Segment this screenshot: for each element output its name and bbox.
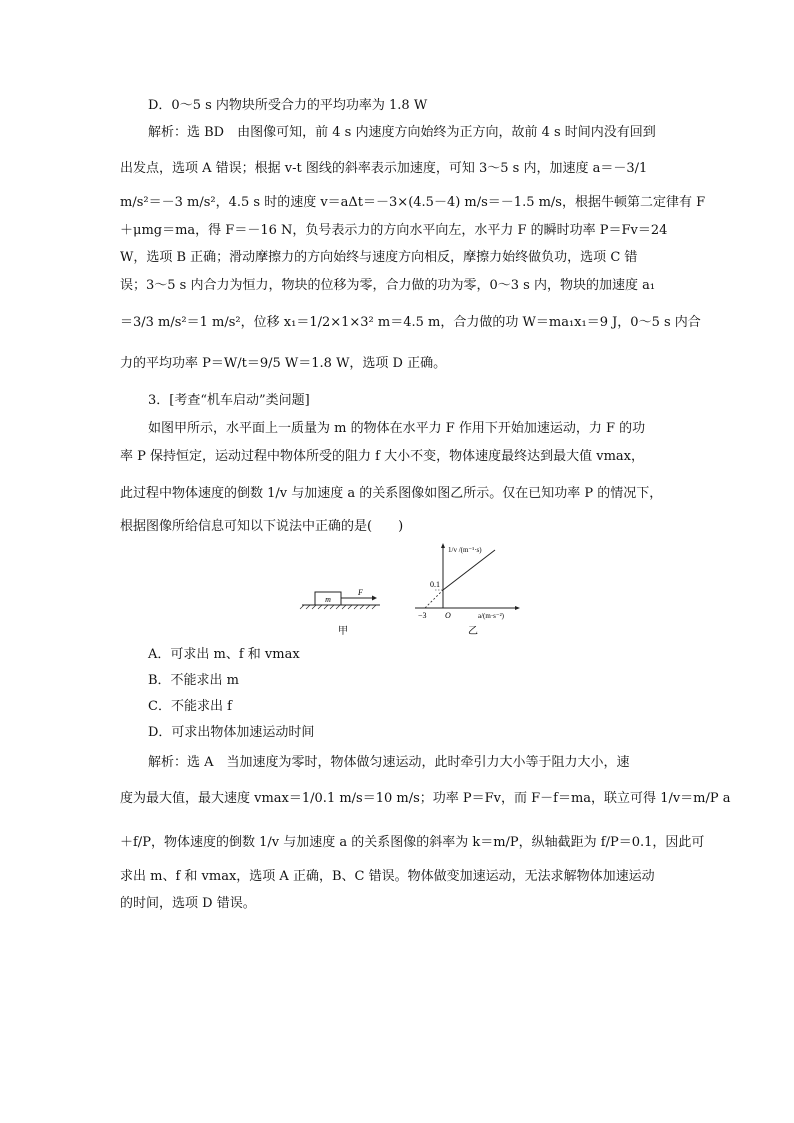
extension-line [425, 590, 443, 608]
y-axis-arrow [441, 543, 445, 548]
q2-analysis-line-2: 出发点，选项 A 错误；根据 v-t 图线的斜率表示加速度，可知 3～5 s 内，加速度 a＝－3/1 [120, 161, 648, 176]
q2-analysis-line-1: 解析：选 BD 由图像可知，前 4 s 内速度方向始终为正方向，故前 4 s 时间内没有回到 [148, 125, 656, 140]
x-axis-arrow [515, 606, 520, 610]
force-label: F [358, 588, 363, 597]
block-label: m [325, 595, 331, 604]
q3-figure [290, 540, 530, 640]
q2-analysis-line-7: ＝3/3 m/s²＝1 m/s²，位移 x₁＝1/2×1×3² m＝4.5 m，合力做的功 W＝ma₁x₁＝9 J，0～5 s 内合 [120, 315, 701, 330]
q2-analysis-line-4: ＋μmg＝ma，得 F＝－16 N，负号表示力的方向水平向左，水平力 F 的瞬时功率 P＝Fv＝24 [120, 223, 668, 238]
q3-analysis-line-3: ＋f/P，物体速度的倒数 1/v 与加速度 a 的关系图像的斜率为 k＝m/P，纵轴截距为 f/P＝0.1，因此可 [120, 835, 705, 850]
q3-stem-line-1: 如图甲所示，水平面上一质量为 m 的物体在水平力 F 作用下开始加速运动，力 F 的功 [148, 421, 646, 436]
ground-hatch [300, 605, 376, 609]
jia-label: 甲 [338, 626, 348, 637]
q2-analysis-line-6: 误；3～5 s 内合力为恒力，物块的位移为零，合力做的功为零，0～3 s 内，物块的加速度 a₁ [120, 278, 656, 293]
q3-option-b: B．不能求出 m [148, 673, 240, 688]
q3-analysis-line-5: 的时间，选项 D 错误。 [120, 896, 256, 911]
q3-option-c: C．不能求出 f [148, 699, 232, 714]
q3-stem-line-4: 根据图像所给信息可知以下说法中正确的是( ) [120, 519, 404, 534]
q3-figure-svg [290, 540, 530, 640]
q3-analysis-line-4: 求出 m、f 和 vmax，选项 A 正确，B、C 错误。物体做变加速运动，无法求解物体加速运动 [120, 869, 655, 884]
graph-line [443, 550, 495, 590]
q3-option-d: D．可求出物体加速运动时间 [148, 725, 315, 740]
x-intercept-label: −3 [418, 611, 427, 620]
q3-analysis-line-2: 度为最大值，最大速度 vmax＝1/0.1 m/s＝10 m/s；功率 P＝Fv，而 F－f＝ma，联立可得 1/v＝m/P a [120, 791, 731, 806]
origin-label: O [445, 611, 451, 620]
q2-analysis-line-5: W，选项 B 正确；滑动摩擦力的方向始终与速度方向相反，摩擦力始终做负功，选项 C 错 [120, 250, 638, 265]
q3-analysis-line-1: 解析：选 A 当加速度为零时，物体做匀速运动，此时牵引力大小等于阻力大小，速 [148, 755, 630, 770]
y-intercept-label: 0.1 [430, 580, 440, 589]
q3-stem-line-3: 此过程中物体速度的倒数 1/v 与加速度 a 的关系图像如图乙所示。仅在已知功率 P 的情况下， [120, 486, 663, 501]
yi-label: 乙 [468, 626, 478, 637]
q2-option-d: D．0～5 s 内物块所受合力的平均功率为 1.8 W [148, 98, 428, 113]
q2-analysis-line-8: 力的平均功率 P＝W/t＝9/5 W＝1.8 W，选项 D 正确。 [120, 356, 447, 371]
q3-title: 3．[考查“机车启动”类问题] [148, 393, 310, 408]
figure-jia [300, 592, 380, 609]
force-arrow-head [372, 596, 377, 601]
y-axis-label: 1/v /(m⁻¹·s) [448, 546, 482, 554]
q3-stem-line-2: 率 P 保持恒定，运动过程中物体所受的阻力 f 大小不变，物体速度最终达到最大值 vmax， [120, 449, 644, 464]
q3-option-a: A．可求出 m、f 和 vmax [148, 647, 300, 662]
x-axis-label: a/(m·s⁻²) [478, 612, 505, 620]
q2-analysis-line-3: m/s²＝－3 m/s²，4.5 s 时的速度 v＝aΔt＝－3×(4.5－4) m/s＝－1.5 m/s，根据牛顿第二定律有 F [120, 195, 706, 210]
